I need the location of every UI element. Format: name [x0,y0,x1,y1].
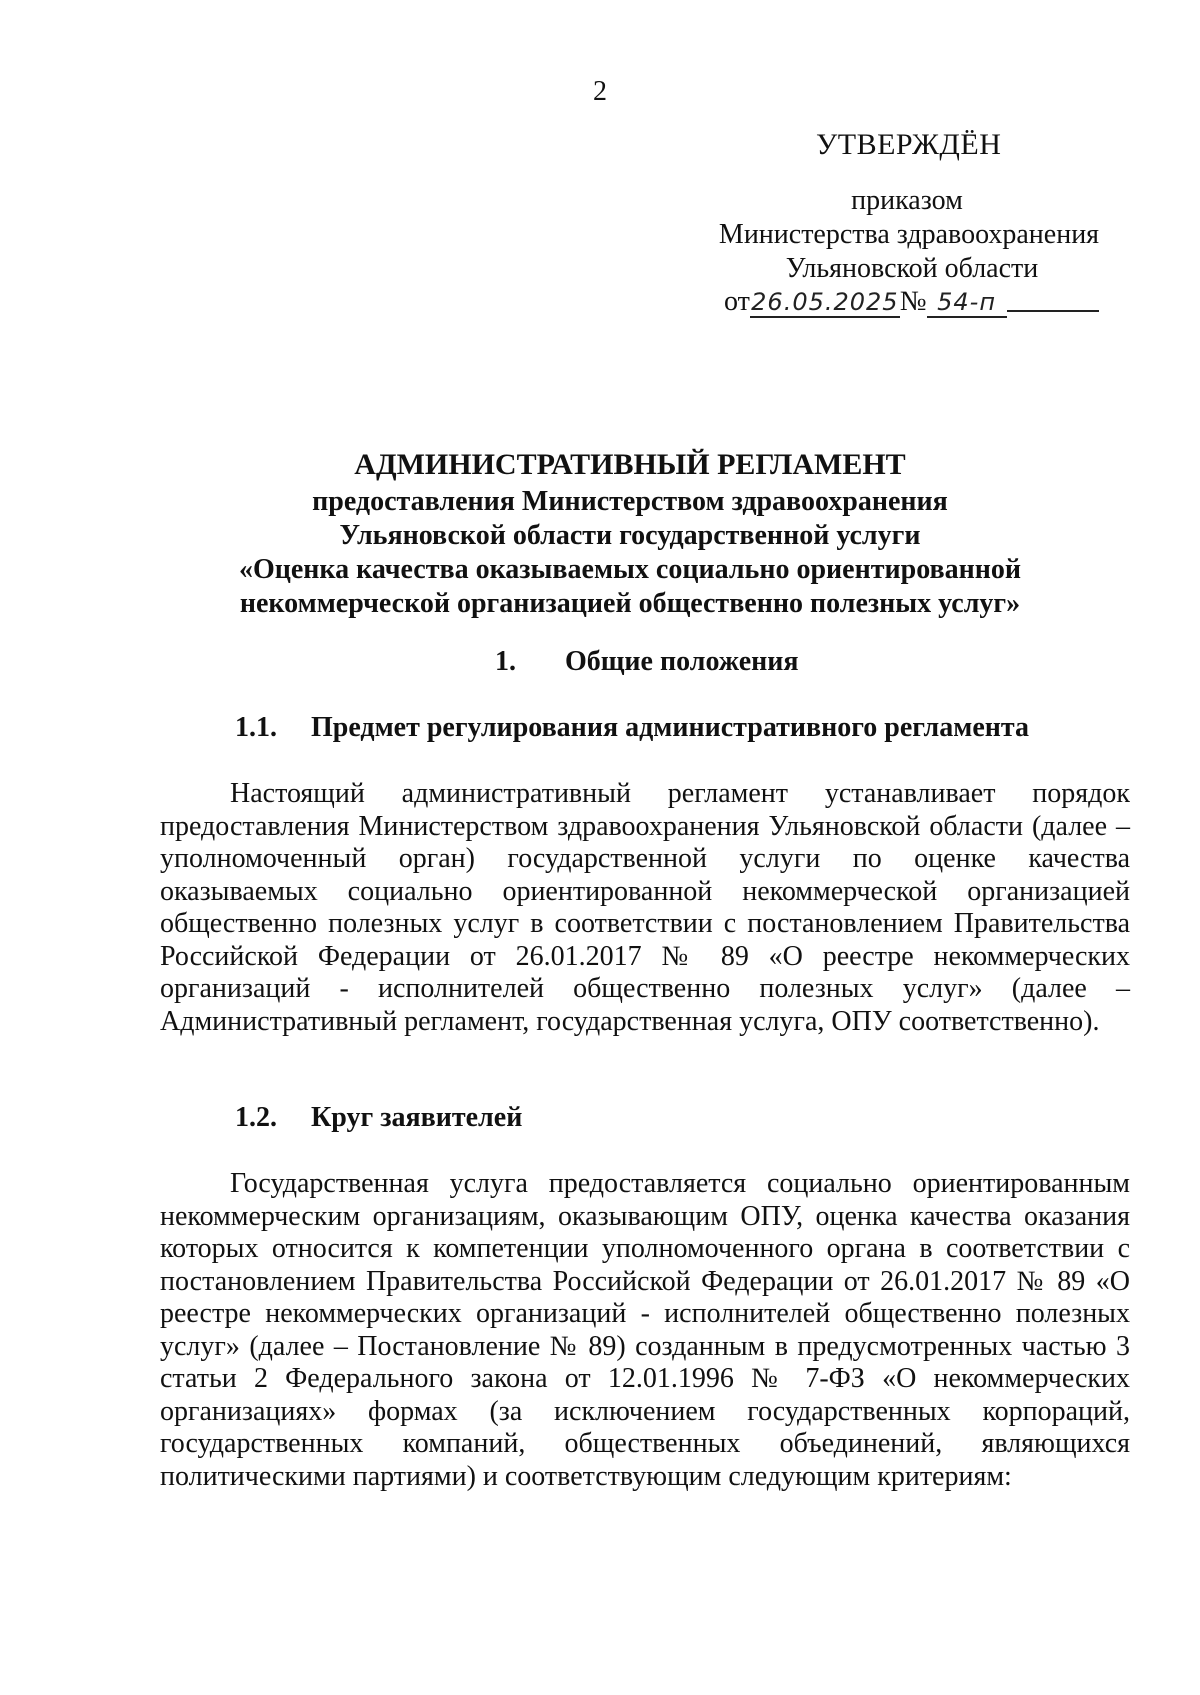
approval-line-region: Ульяновской области [785,253,1039,284]
document-title-block [130,448,1130,621]
date-prefix: от [724,286,750,317]
document-subtitle-line: предоставления Министерством здравоохранения [312,486,948,517]
approval-date-number [724,286,1124,320]
document-subtitle-line: некоммерческой организацией общественно полезных услуг» [239,588,1021,619]
section-1-1-paragraph: Настоящий административный регламент устанавливает порядок предоставления Министерством здравоохранения Ульяновской области (далее – уполномоченный орган) государственной услуги по оценке качества оказываемых социально ориентированной некоммерческой организацией общественно полезных услуг в соответствии с постановлением Правительства Российской Федерации от 26.01.2017 № 89 «О реестре некоммерческих организаций - исполнителей общественно полезных услуг» (далее –Административный регламент, государственная услуга, ОПУ соответственно). [160,778,1130,1037]
document-subtitle-line: «Оценка качества оказываемых социально ориентированной [238,554,1022,585]
number-prefix: № [899,286,927,317]
handwritten-date: 26.05.2025 [751,288,899,316]
document-subtitle-line: Ульяновской области государственной услуги [339,520,921,551]
page-number: 2 [593,76,607,107]
handwritten-number: 54-п [927,288,1007,318]
section-1-heading [495,646,799,678]
approval-line-order: приказом [851,185,963,216]
fill-line [1007,310,1099,312]
approval-line-ministry: Министерства здравоохранения [718,219,1100,250]
section-1-2-paragraph: Государственная услуга предоставляется социально ориентированным некоммерческим организациям, оказывающим ОПУ, оценка качества оказания которых относится к компетенции уполномоченного органа в соответствии с постановлением Правительства Российской Федерации от 26.01.2017 № 89 «О реестре некоммерческих организаций - исполнителей общественно полезных услуг» (далее – Постановление № 89) созданным в предусмотренных частью 3 статьи 2 Федерального закона от 12.01.1996 № 7-ФЗ «О некоммерческих организациях» формах (за исключением государственных корпораций, государственных компаний, общественных объединений, являющихся политическими партиями) и соответствующим следующим критериям: [160,1168,1130,1492]
section-number: 1.1. [235,712,277,743]
section-1-1-heading [235,712,1029,744]
section-number: 1.2. [235,1102,277,1133]
section-title: Предмет регулирования административного регламента [311,712,1029,743]
section-title: Круг заявителей [311,1102,523,1133]
section-title: Общие положения [565,646,799,677]
section-number: 1. [495,646,516,677]
document-title: АДМИНИСТРАТИВНЫЙ РЕГЛАМЕНТ [354,448,906,481]
section-1-2-heading [235,1102,522,1134]
approval-title: УТВЕРЖДЁН [816,128,1002,161]
